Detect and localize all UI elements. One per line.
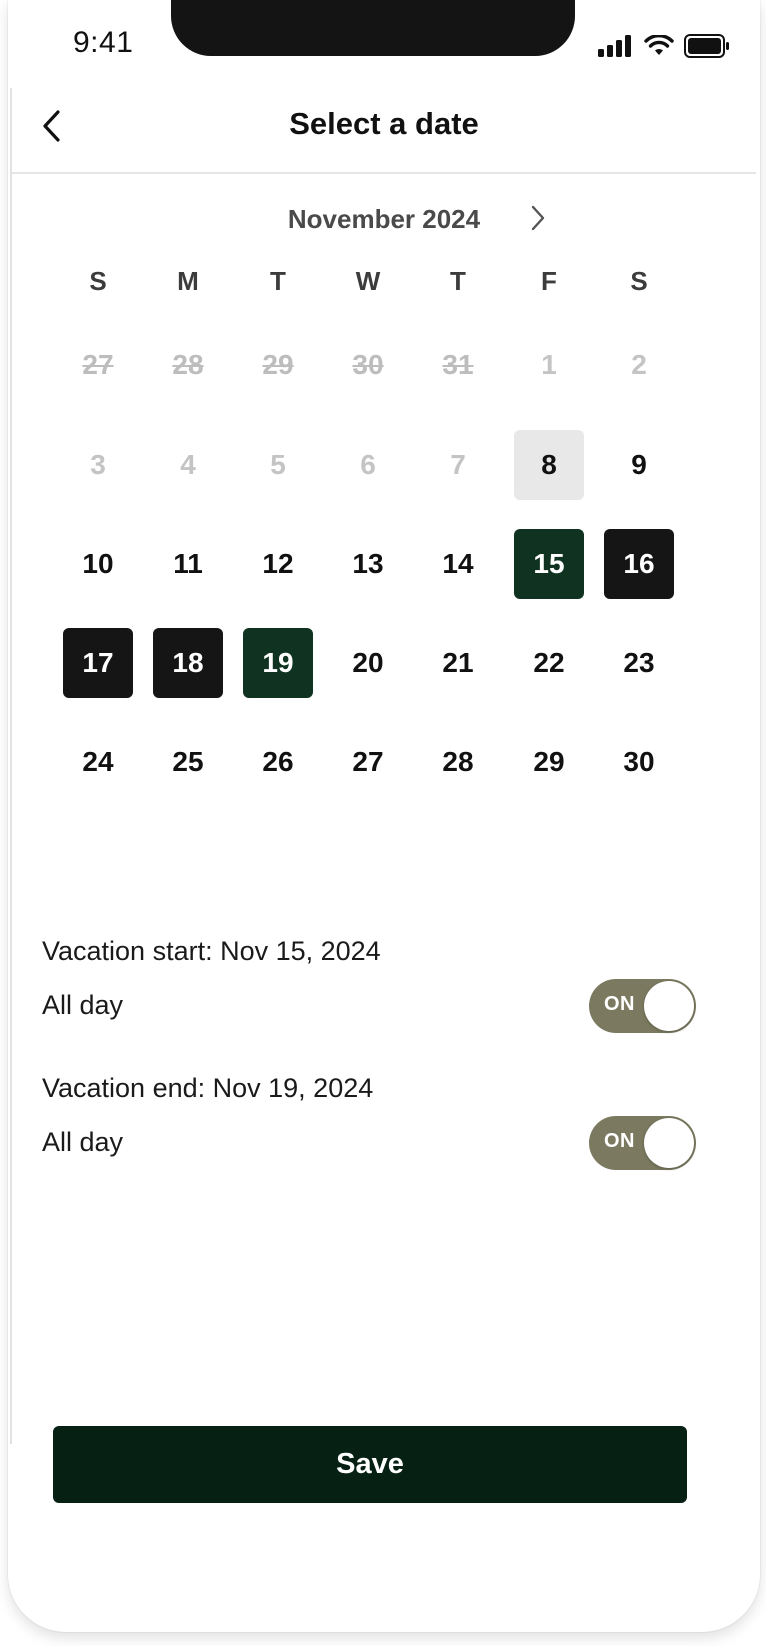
calendar-day[interactable]: 26 — [262, 746, 294, 777]
calendar-day[interactable]: 11 — [173, 548, 203, 579]
calendar-day: 3 — [90, 449, 106, 480]
vacation-end-label: Vacation end: Nov 19, 2024 — [42, 1073, 374, 1103]
weekday-label: M — [177, 266, 199, 296]
calendar-day[interactable]: 10 — [82, 548, 114, 579]
calendar-day: 29 — [262, 349, 294, 380]
calendar-day[interactable]: 8 — [514, 430, 584, 500]
chevron-right-icon — [530, 205, 546, 231]
next-month-button[interactable] — [520, 200, 556, 236]
calendar-day: 4 — [180, 449, 196, 480]
calendar-day[interactable]: 15 — [514, 529, 584, 599]
weekday-label: T — [270, 266, 286, 296]
calendar-day[interactable]: 18 — [153, 628, 223, 698]
calendar-day: 1 — [541, 349, 557, 380]
cellular-signal-icon — [598, 35, 634, 57]
wifi-icon — [644, 35, 674, 57]
vacation-end-allday-toggle[interactable] — [589, 1116, 696, 1170]
calendar-day[interactable]: 17 — [63, 628, 133, 698]
calendar-day[interactable]: 23 — [623, 647, 655, 678]
calendar-day: 5 — [270, 449, 286, 480]
calendar-day[interactable]: 30 — [623, 746, 655, 777]
calendar-day[interactable]: 29 — [533, 746, 565, 777]
calendar-day: 6 — [360, 449, 376, 480]
calendar-day[interactable]: 19 — [243, 628, 313, 698]
edge-divider — [10, 88, 12, 1444]
vacation-end-allday-label: All day — [42, 1127, 124, 1157]
toggle-state-label: ON — [604, 993, 635, 1015]
weekday-label: T — [450, 266, 466, 296]
vacation-start-label: Vacation start: Nov 15, 2024 — [42, 936, 381, 966]
calendar-day[interactable]: 9 — [631, 449, 647, 480]
header — [12, 78, 756, 174]
calendar-day: 27 — [82, 349, 114, 380]
calendar-day: 31 — [442, 349, 474, 380]
device-notch — [171, 0, 575, 56]
calendar-day[interactable]: 22 — [533, 647, 565, 678]
weekday-label: S — [630, 266, 648, 296]
battery-icon — [684, 34, 730, 58]
vacation-start-allday-label: All day — [42, 990, 124, 1020]
calendar-day[interactable]: 28 — [442, 746, 474, 777]
calendar-day[interactable]: 14 — [442, 548, 474, 579]
weekday-label: F — [541, 266, 557, 296]
calendar-day[interactable]: 25 — [172, 746, 204, 777]
calendar-day[interactable]: 13 — [352, 548, 384, 579]
calendar-day[interactable]: 27 — [352, 746, 384, 777]
calendar-day[interactable]: 20 — [352, 647, 384, 678]
weekday-label: S — [89, 266, 107, 296]
calendar-day[interactable]: 24 — [82, 746, 114, 777]
status-icons — [598, 34, 730, 58]
status-time: 9:41 — [73, 26, 134, 59]
calendar-day: 7 — [450, 449, 466, 480]
phone-screen — [8, 0, 760, 1632]
calendar-day[interactable]: 21 — [442, 647, 474, 678]
calendar-day[interactable]: 12 — [262, 548, 294, 579]
toggle-knob — [644, 981, 694, 1031]
weekday-label: W — [355, 266, 381, 296]
calendar-day: 2 — [631, 349, 647, 380]
month-label: November 2024 — [287, 204, 481, 234]
page-title: Select a date — [289, 106, 479, 141]
toggle-knob — [644, 1118, 694, 1168]
toggle-state-label: ON — [604, 1130, 635, 1152]
calendar-day[interactable]: 16 — [604, 529, 674, 599]
calendar-day: 30 — [352, 349, 384, 380]
calendar-day: 28 — [172, 349, 204, 380]
save-button[interactable]: Save — [53, 1426, 687, 1503]
vacation-start-allday-toggle[interactable] — [589, 979, 696, 1033]
